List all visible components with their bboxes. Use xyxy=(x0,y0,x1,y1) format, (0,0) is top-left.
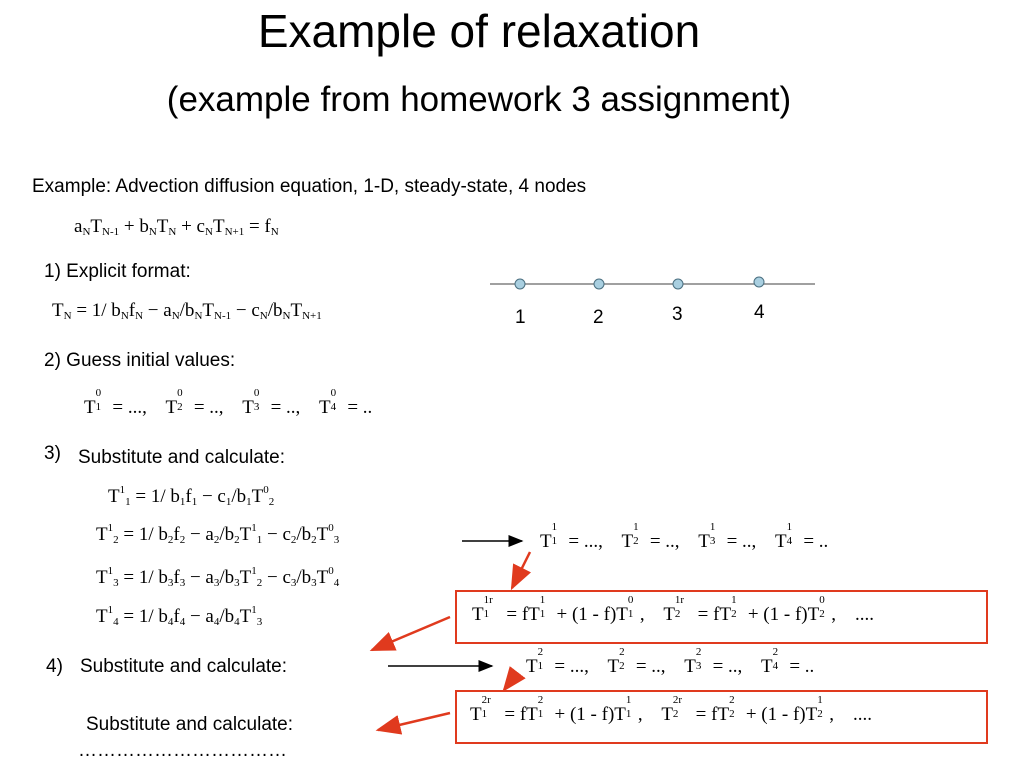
step3-eq-1: $T^1_1 = 1/$ $b_1f_1 - c_1/b_1T^0_2$ xyxy=(108,484,275,508)
red-arrow-result-to-box2 xyxy=(504,677,514,690)
node-label-3: 3 xyxy=(672,304,683,325)
red-arrow-result-to-box1 xyxy=(512,552,530,588)
node-label-2: 2 xyxy=(593,307,604,328)
step2-label: 2) Guess initial values: xyxy=(44,350,236,371)
step5-dots: …………………………… xyxy=(78,740,287,761)
node-label-1: 1 xyxy=(515,307,526,328)
red-arrow-box1-to-step4 xyxy=(372,617,450,650)
slide-title: Example of relaxation xyxy=(257,5,701,57)
step3-eq-3: $T^1_3 = 1/$ $b_3f_3 - a_3/b_3T^1_2 - c_3/b_3T^0_4$ xyxy=(96,565,340,589)
step2-equation: T 0 1 = ..., T 0 2 = .., T 0 3 = .., T 0 4 = .. xyxy=(84,387,373,418)
red-arrow-box2-to-step5 xyxy=(378,713,450,730)
step5-label: Substitute and calculate: xyxy=(86,714,294,735)
slide-subtitle: (example from homework 3 assignment) xyxy=(166,80,792,119)
step4-result: T 2 1 = ..., T 2 2 = .., T 2 3 = .., T 2 4 = .. xyxy=(526,646,815,677)
relaxation-eq-1: T 1r 1 = fT 1 1 + (1 - f)T 0 1 , T 1r 2 = fT 1 2 + (1 - f)T 0 2 , .... xyxy=(472,594,874,625)
intro-text: Example: Advection diffusion equation, 1-D, steady-state, 4 nodes xyxy=(32,176,587,197)
relaxation-eq-2: T 2r 1 = fT 2 1 + (1 - f)T 1 1 , T 2r 2 = fT 2 2 + (1 - f)T 1 2 , .... xyxy=(470,694,872,725)
step3-number: 3) xyxy=(44,443,61,464)
step4-label: Substitute and calculate: xyxy=(80,656,288,677)
step3-label: Substitute and calculate: xyxy=(78,447,286,468)
node-1 xyxy=(515,279,525,289)
step3-result: T 1 1 = ..., T 1 2 = .., T 1 3 = .., T 1 4 = .. xyxy=(540,521,829,552)
node-3 xyxy=(673,279,683,289)
step1-label: 1) Explicit format: xyxy=(44,261,191,282)
step3-eq-2: $T^1_2 = 1/$ $b_2f_2 - a_2/b_2T^1_1 - c_2/b_2T^0_3$ xyxy=(96,522,340,546)
node-2 xyxy=(594,279,604,289)
step4-number: 4) xyxy=(46,656,63,677)
node-label-4: 4 xyxy=(754,302,765,323)
general-equation: $a_NT_{N-1} + b_NT_N + c_NT_{N+1} = f_N$ xyxy=(74,216,279,238)
step3-eq-4: $T^1_4 = 1/$ $b_4f_4 - a_4/b_4T^1_3$ xyxy=(96,604,263,628)
node-4 xyxy=(754,277,764,287)
step1-equation: $T_N = 1/$ $b_Nf_N - a_N/b_NT_{N-1} - c_N/b_NT_{N+1}$ xyxy=(52,300,322,322)
